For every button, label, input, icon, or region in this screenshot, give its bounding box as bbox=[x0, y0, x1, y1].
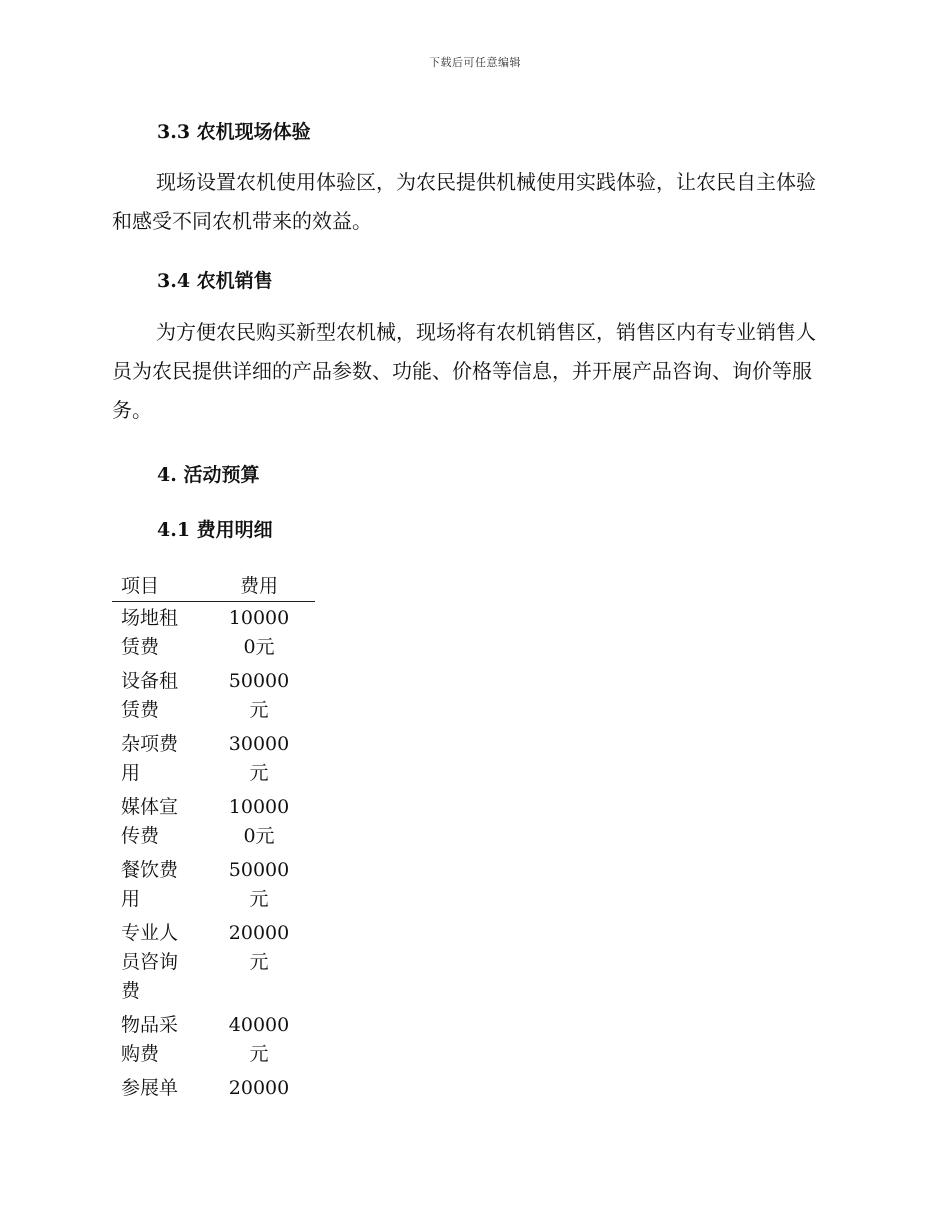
cost-cell: 40000元 bbox=[228, 1014, 290, 1065]
heading-4: 4. 活动预算 bbox=[157, 464, 260, 486]
item-cell: 媒体宣传费 bbox=[121, 796, 179, 847]
table-row bbox=[112, 1072, 315, 1106]
heading-3-4: 3.4 农机销售 bbox=[157, 270, 273, 292]
table-header-row bbox=[112, 568, 315, 602]
heading-3-3: 3.3 农机现场体验 bbox=[157, 121, 311, 143]
heading-4-1: 4.1 费用明细 bbox=[157, 519, 273, 541]
paragraph-3-4: 为方便农民购买新型农机械，现场将有农机销售区，销售区内有专业销售人员为农民提供详细的产品参数、功能、价格等信息，并开展产品咨询、询价等服务。 bbox=[112, 320, 816, 422]
item-cell: 设备租赁费 bbox=[121, 670, 179, 721]
table-row bbox=[112, 917, 315, 1009]
cost-cell: 50000元 bbox=[228, 859, 290, 910]
paragraph-3-3: 现场设置农机使用体验区，为农民提供机械使用实践体验，让农民自主体验和感受不同农机带来的效益。 bbox=[112, 170, 816, 233]
fee-table bbox=[112, 568, 315, 1106]
cost-cell: 20000元 bbox=[228, 922, 290, 973]
table-row bbox=[112, 602, 315, 666]
table-row bbox=[112, 728, 315, 791]
item-cell: 专业人员咨询费 bbox=[121, 922, 179, 1002]
table-row bbox=[112, 1009, 315, 1072]
cost-cell: 100000元 bbox=[228, 796, 290, 847]
column-header-cost: 费用 bbox=[203, 568, 315, 602]
cost-cell: 30000元 bbox=[228, 733, 290, 784]
cost-cell: 50000元 bbox=[228, 670, 290, 721]
table-row bbox=[112, 791, 315, 854]
column-header-item: 项目 bbox=[112, 568, 203, 602]
table-row bbox=[112, 854, 315, 917]
item-cell: 场地租赁费 bbox=[121, 607, 179, 658]
page-header: 下载后可任意编辑 bbox=[429, 56, 521, 69]
cost-cell: 100000元 bbox=[228, 607, 290, 658]
item-cell: 餐饮费用 bbox=[121, 859, 179, 910]
item-cell: 杂项费用 bbox=[121, 733, 179, 784]
item-cell: 参展单 bbox=[121, 1077, 179, 1099]
table-row bbox=[112, 665, 315, 728]
item-cell: 物品采购费 bbox=[121, 1014, 179, 1065]
cost-cell: 20000 bbox=[228, 1077, 290, 1099]
